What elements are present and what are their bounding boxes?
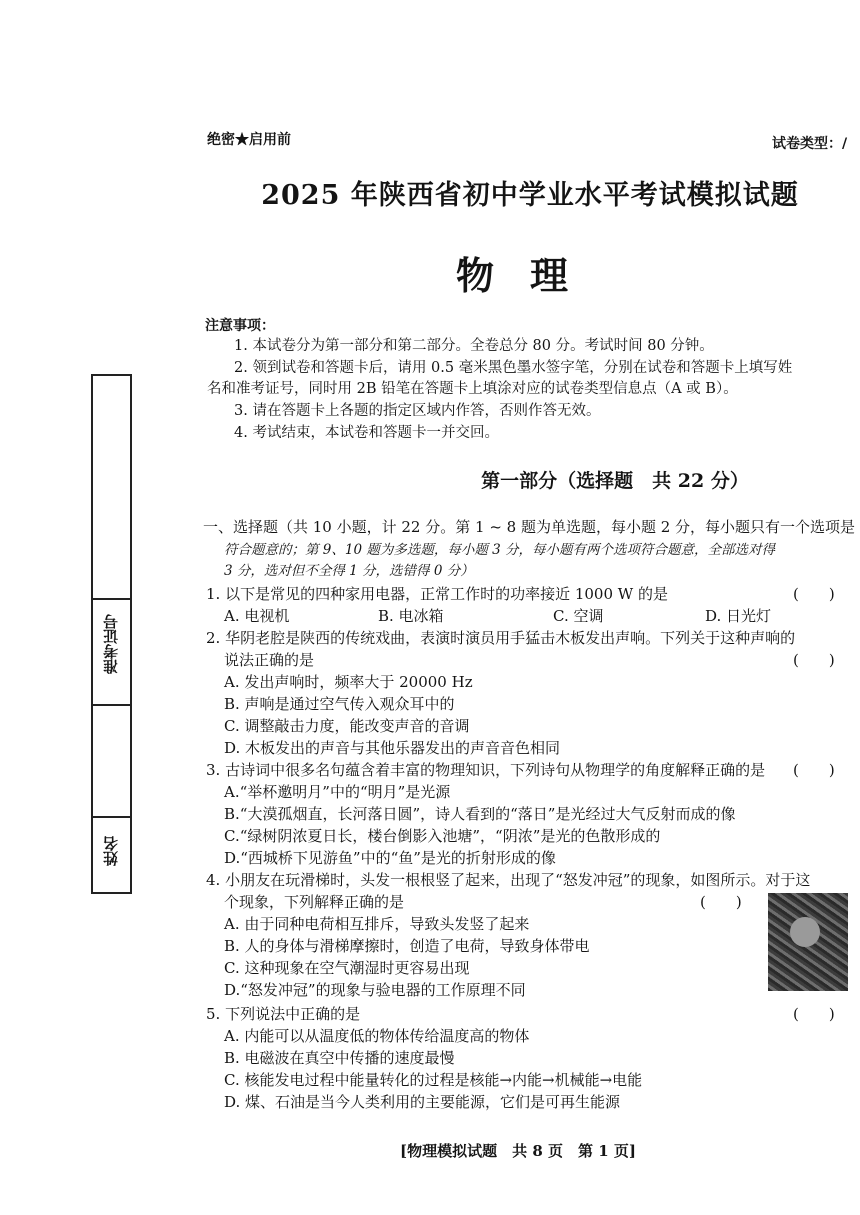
answer-paren: ( )	[793, 761, 835, 779]
question-2-stem: 2. 华阴老腔是陕西的传统戏曲，表演时演员用手猛击木板发出声响。下列关于这种声响的	[206, 629, 796, 647]
exam-number-label: 准考证号	[102, 614, 120, 674]
option-b: B. 人的身体与滑梯摩擦时，创造了电荷，导致身体带电	[224, 937, 590, 955]
answer-paren: ( )	[793, 651, 835, 669]
question-3-stem: 3. 古诗词中很多名句蕴含着丰富的物理知识，下列诗句从物理学的角度解释正确的是	[206, 761, 766, 779]
option-a: A. 由于同种电荷相互排斥，导致头发竖了起来	[224, 915, 530, 933]
name-label: 姓名	[102, 836, 120, 866]
option-c: C. 核能发电过程中能量转化的过程是核能→内能→机械能→电能	[224, 1071, 643, 1089]
answer-paren: ( )	[793, 585, 835, 603]
answer-paren: ( )	[793, 1005, 835, 1023]
question-4-stem: 4. 小朋友在玩滑梯时，头发一根根竖了起来，出现了“怒发冲冠”的现象，如图所示。对于这	[206, 871, 811, 889]
subject-title: 物理	[455, 253, 604, 298]
page-footer: [物理模拟试题 共 8 页 第 1 页]	[400, 1142, 636, 1160]
option-a: A. 内能可以从温度低的物体传给温度高的物体	[224, 1027, 530, 1045]
option-d: D. 煤、石油是当今人类利用的主要能源，它们是可再生能源	[224, 1093, 621, 1111]
answer-paren: ( )	[700, 893, 742, 911]
question-2-stem-cont: 说法正确的是	[224, 651, 315, 669]
section-intro: 一、选择题（共 10 小题，计 22 分。第 1 ~ 8 题为单选题，每小题 2 分，每小题只有一个选项是	[203, 518, 856, 536]
question-4-stem-cont: 个现象，下列解释正确的是	[224, 893, 405, 911]
option-b: B. 电冰箱	[378, 607, 444, 625]
option-b: B. 声响是通过空气传入观众耳中的	[224, 695, 455, 713]
exam-title: 2025 年陕西省初中学业水平考试模拟试题	[261, 180, 799, 211]
option-a: A. 发出声响时，频率大于 20000 Hz	[224, 673, 473, 691]
option-a: A.“举杯邀明月”中的“明月”是光源	[224, 783, 451, 801]
question-1-stem: 1. 以下是常见的四种家用电器，正常工作时的功率接近 1000 W 的是	[206, 585, 668, 603]
option-c: C. 这种现象在空气潮湿时更容易出现	[224, 959, 470, 977]
divider	[93, 704, 130, 706]
option-d: D.“怒发冲冠”的现象与验电器的工作原理不同	[224, 981, 526, 999]
note-item: 3. 请在答题卡上各题的指定区域内作答，否则作答无效。	[234, 403, 601, 419]
note-item: 4. 考试结束，本试卷和答题卡一并交回。	[234, 425, 499, 441]
note-item: 名和准考证号，同时用 2B 铅笔在答题卡上填涂对应的试卷类型信息点（A 或 B）。	[207, 381, 738, 397]
divider	[93, 598, 130, 600]
candidate-info-box	[91, 374, 132, 894]
section-heading: 第一部分（选择题 共 22 分）	[481, 470, 749, 492]
option-a: A. 电视机	[224, 607, 290, 625]
option-d: D. 木板发出的声音与其他乐器发出的声音音色相同	[224, 739, 561, 757]
paper-type-label: 试卷类型：/	[772, 136, 848, 152]
option-b: B.“大漠孤烟直，长河落日圆”，诗人看到的“落日”是光经过大气反射而成的像	[224, 805, 736, 823]
option-c: C. 调整敲击力度，能改变声音的音调	[224, 717, 470, 735]
confidential-label: 绝密★启用前	[207, 132, 291, 148]
option-c: C. 空调	[553, 607, 604, 625]
section-intro: 3 分，选对但不全得 1 分，选错得 0 分）	[224, 563, 474, 579]
question-5-stem: 5. 下列说法中正确的是	[206, 1005, 361, 1023]
option-d: D. 日光灯	[705, 607, 772, 625]
note-item: 2. 领到试卷和答题卡后，请用 0.5 毫米黑色墨水签字笔，分别在试卷和答题卡上填写姓	[234, 360, 793, 376]
section-intro: 符合题意的；第 9、10 题为多选题，每小题 3 分，每小题有两个选项符合题意，全部选对得	[224, 542, 776, 558]
option-c: C.“绿树阴浓夏日长，楼台倒影入池塘”，“阴浓”是光的色散形成的	[224, 827, 661, 845]
option-d: D.“西城桥下见游鱼”中的“鱼”是光的折射形成的像	[224, 849, 556, 867]
static-hair-photo	[768, 893, 848, 991]
note-item: 1. 本试卷分为第一部分和第二部分。全卷总分 80 分。考试时间 80 分钟。	[234, 338, 714, 354]
divider	[93, 816, 130, 818]
notes-heading: 注意事项：	[205, 318, 275, 334]
option-b: B. 电磁波在真空中传播的速度最慢	[224, 1049, 455, 1067]
